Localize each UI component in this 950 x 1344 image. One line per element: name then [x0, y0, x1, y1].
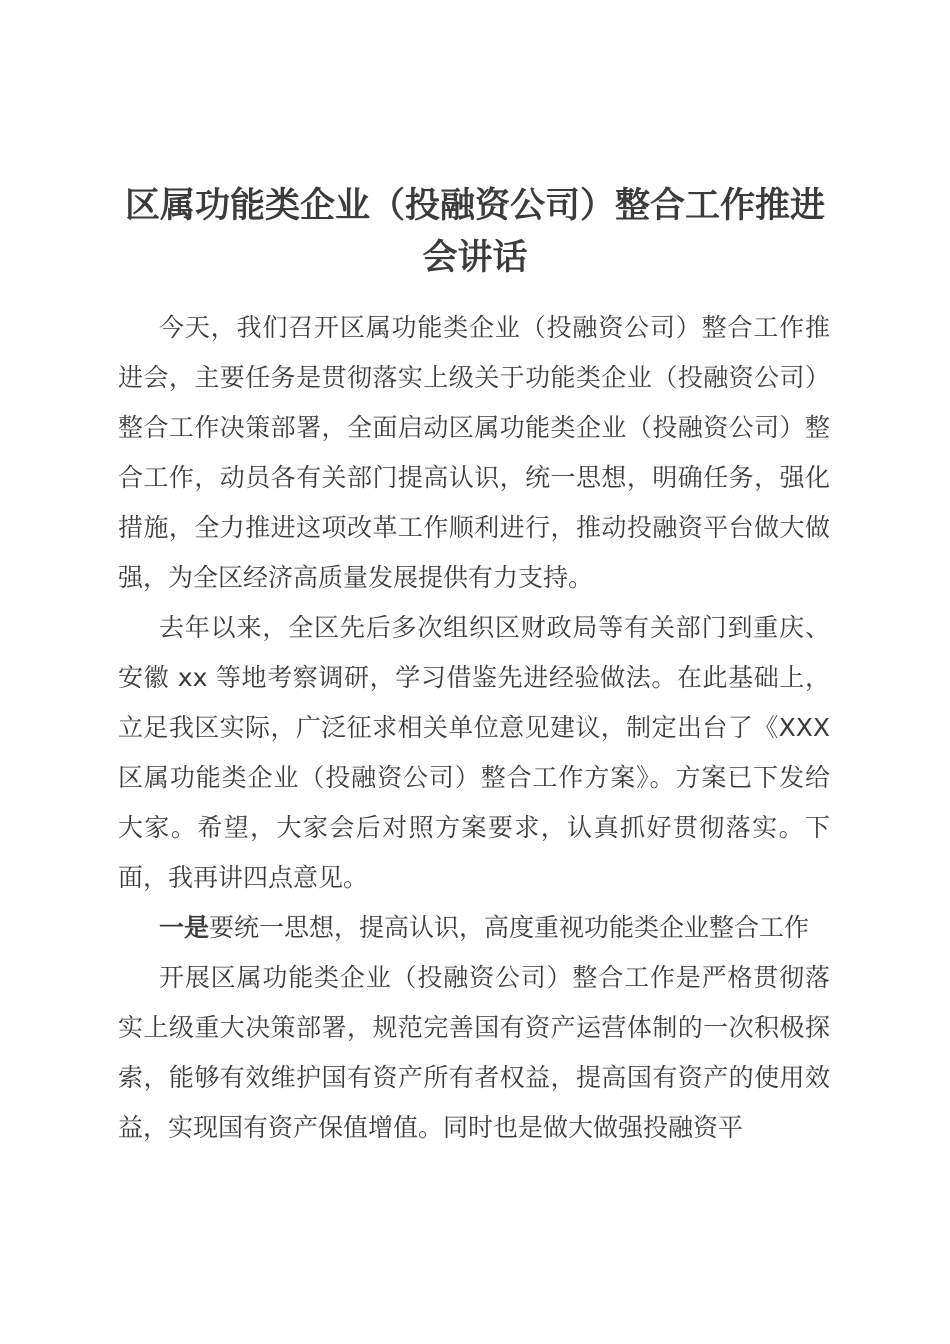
- document-body: [118, 303, 830, 1153]
- section-one-heading-text: 要统一思想，提高认识，高度重视功能类企业整合工作: [209, 913, 810, 942]
- section-one-heading: [118, 903, 830, 953]
- paragraph-intro: 今天，我们召开区属功能类企业（投融资公司）整合工作推进会，主要任务是贯彻落实上级关于功能类企业（投融资公司）整合工作决策部署，全面启动区属功能类企业（投融资公司）整合工作，动员各有关部门提高认识，统一思想，明确任务，强化措施，全力推进这项改革工作顺利进行，推动投融资平台做大做强，为全区经济高质量发展提供有力支持。: [118, 313, 830, 592]
- paragraph-section-one: 开展区属功能类企业（投融资公司）整合工作是严格贯彻落实上级重大决策部署，规范完善国有资产运营体制的一次积极探索，能够有效维护国有资产所有者权益，提高国有资产的使用效益，实现国有资产保值增值。同时也是做大做强投融资平: [118, 963, 830, 1142]
- section-one-lead: 一是: [159, 913, 210, 942]
- paragraph-background: 去年以来，全区先后多次组织区财政局等有关部门到重庆、安徽 xx 等地考察调研，学习借鉴先进经验做法。在此基础上，立足我区实际，广泛征求相关单位意见建议，制定出台了《XXX 区属功能类企业（投融资公司）整合工作方案》。方案已下发给大家。希望，大家会后对照方案要求，认真抓好贯彻落实。下面，我再讲四点意见。: [118, 613, 830, 892]
- document-title: 区属功能类企业（投融资公司）整合工作推进会讲话: [124, 186, 825, 278]
